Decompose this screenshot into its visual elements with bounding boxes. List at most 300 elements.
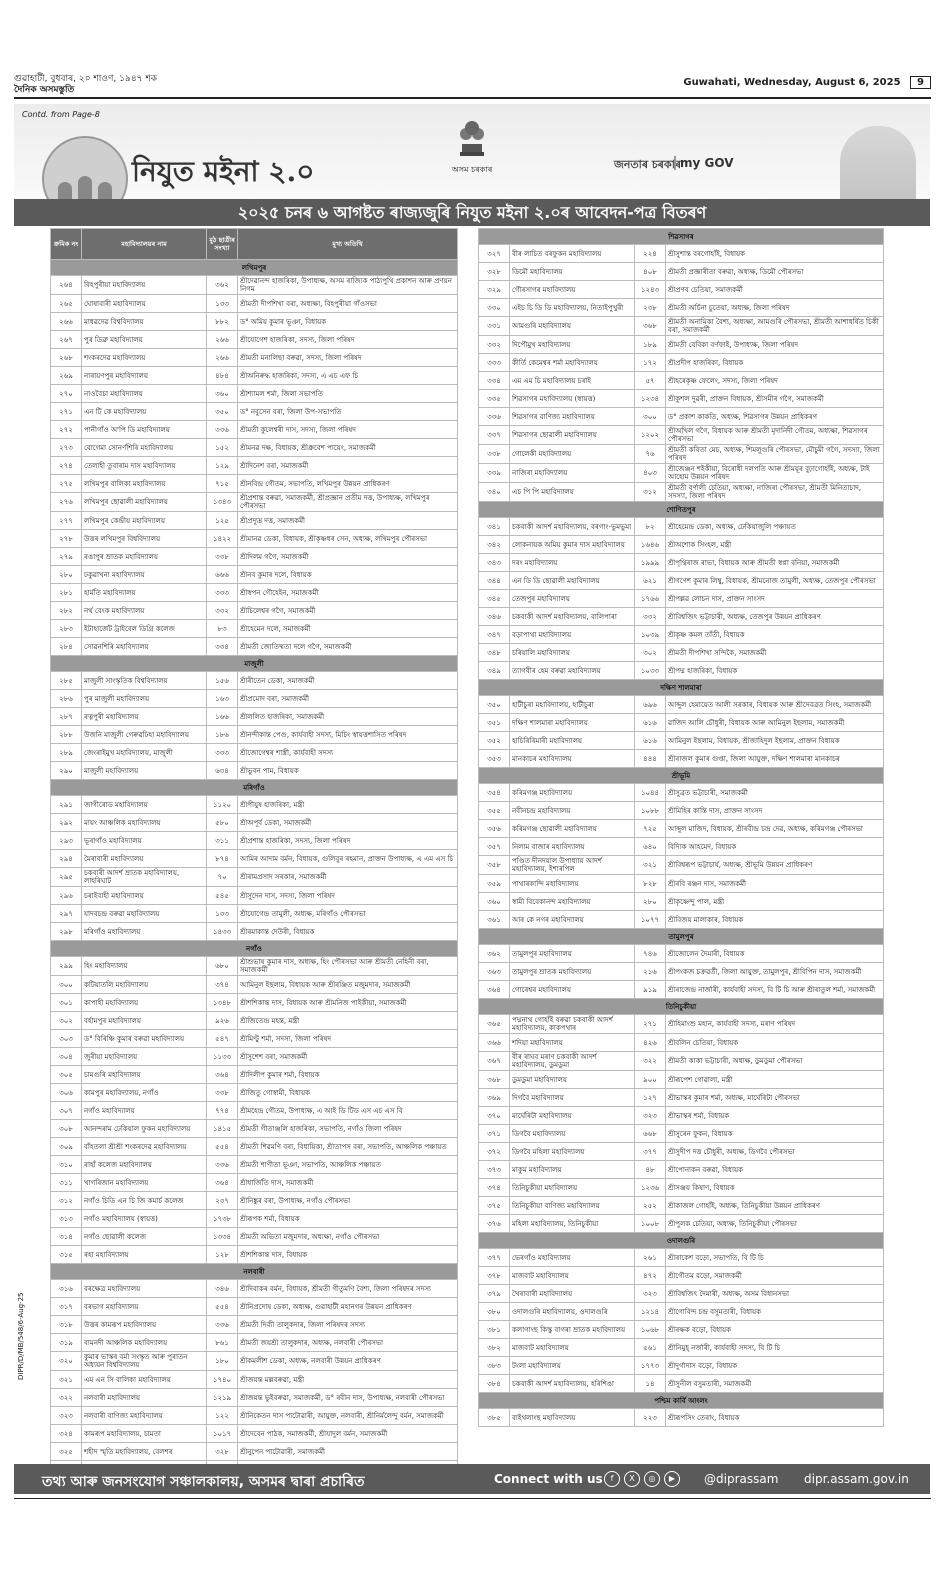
college-name: ৰহা মহাবিদ্যালয় (82, 1246, 207, 1264)
serial-no: ২৯৫ (51, 868, 82, 887)
chief-guest: শ্ৰীৰাজেন্দ্ৰ নাৰ্জাৰী, কাৰ্যবাহী সদস্য, বি টি চি আৰু শ্ৰীৰাতুল শৰ্মা, সমাজকৰ্মী (666, 981, 884, 999)
serial-no: ৩৪২ (479, 536, 510, 554)
student-count: ৩৩৬ (207, 421, 238, 439)
college-name: ৰাহাঁ কলেজ মহাবিদ্যালয় (82, 1156, 207, 1174)
table-row (51, 584, 458, 602)
student-count: ৪৮৪ (207, 367, 238, 385)
chief-guest: শ্ৰীহেমেন্দ্ৰ ডেকা, অধ্যক্ষ, ঢেকিয়াজুলি পঞ্চায়ত (666, 518, 884, 536)
social-icons (604, 1471, 684, 1487)
chief-guest: শ্ৰীমতী দীপশিখা বৰা, অধ্যক্ষা, বিহপুৰীয়া গাঁওসভা (238, 295, 458, 313)
college-name: চামগুৰি মহাবিদ্যালয় (82, 1066, 207, 1084)
college-name: বৰ্হামপুৰ মহাবিদ্যালয় (82, 1012, 207, 1030)
chief-guest: শ্ৰীদিলীপ কুমাৰ শৰ্মা, বিধায়ক (238, 1066, 458, 1084)
chief-guest: ৱাজিদ আলি চৌধুৰী, বিধায়ক আৰু আমিনুল ইছলাম, সমাজকৰ্মী (666, 714, 884, 732)
masthead-date-as: গুৱাহাটী, বুধবাৰ, ২০ শাওণ, ১৯৪৭ শক (14, 74, 157, 84)
chief-guest: শ্ৰীঅশোক সিংহল, মন্ত্ৰী (666, 536, 884, 554)
chief-guest: শ্ৰীসঞ্জয় কিষাণ, বিধায়ক (666, 1179, 884, 1197)
serial-no: ৩২১ (51, 1371, 82, 1389)
serial-no: ৩৫৪ (479, 784, 510, 802)
district-row (479, 1393, 884, 1409)
student-count: ১২৭ (635, 1089, 666, 1107)
chief-guest: শ্ৰীবিশ্বৰূপ ভট্টাচাৰ্য, অধ্যক্ষ, শ্ৰীভূমি উন্নয়ন প্ৰাধিকৰণ (666, 856, 884, 875)
student-count: ৩১১ (207, 832, 238, 850)
college-name: পানীগাঁও অ'পি ডি মহাবিদ্যালয় (82, 421, 207, 439)
serial-no: ২৭৪ (51, 457, 82, 475)
student-count: ৯১৯ (635, 981, 666, 999)
chief-guest: শ্ৰীপ্ৰশান্ত হাজৰিকা, সদস্য, জিলা পৰিষদ (238, 832, 458, 850)
serial-no: ২৮০ (51, 566, 82, 584)
table-row (51, 1228, 458, 1246)
student-count: ১০৭৭ (635, 911, 666, 929)
serial-no: ৩১৭ (51, 1298, 82, 1316)
masthead-left (14, 74, 157, 96)
table-row (479, 536, 884, 554)
serial-no: ৩৪১ (479, 518, 510, 536)
student-count: ৭২৫ (635, 820, 666, 838)
serial-no: ২৭০ (51, 385, 82, 403)
student-count: ১২২ (207, 1407, 238, 1425)
student-count: ৯০০ (635, 1071, 666, 1089)
table-row (479, 696, 884, 714)
college-name: বোগেমা সোনৰ্ণশিৰি মহাবিদ্যালয় (82, 439, 207, 457)
chief-guest: শ্ৰীহিমাংশু মহান, কাৰ্যবাহী সদস্য, মৰাণ পৰিষদ (666, 1015, 884, 1034)
chief-guest: শ্ৰীকৃষ্ণেন্দু পাল, মন্ত্ৰী (666, 893, 884, 911)
student-count: ১৭৩৮ (207, 1210, 238, 1228)
chief-guest: শ্ৰীজোগেশ্বৰ শাস্ত্ৰী, কাৰ্যবাহী সদস্য (238, 744, 458, 762)
college-name: মাৰ্ঘেৰিটা মহাবিদ্যালয় (510, 1107, 635, 1125)
student-count: ৩৩৬ (207, 1316, 238, 1334)
serial-no: ২৭৮ (51, 530, 82, 548)
serial-no: ৩৩৯ (479, 464, 510, 483)
table-row (479, 572, 884, 590)
serial-no: ৩৭০ (479, 1107, 510, 1125)
student-count: ১৪৩৩ (207, 923, 238, 941)
district-name: তামুলপুৰ (479, 929, 884, 945)
serial-no: ৩৩০ (479, 299, 510, 317)
district-row (479, 680, 884, 696)
serial-no: ৩৮৩ (479, 1357, 510, 1375)
table-row (479, 390, 884, 408)
table-row (51, 850, 458, 868)
serial-no: ২৭৩ (51, 439, 82, 457)
college-name: পুৰ ডিব্ৰু মহাবিদ্যালয় (82, 331, 207, 349)
table-row (479, 1161, 884, 1179)
college-name: হাচিৰিৰিমাৰী মহাবিদ্যালয় (510, 732, 635, 750)
student-count: ৭৬ (635, 445, 666, 464)
student-count: ৬৬৮ (635, 1125, 666, 1143)
table-row (479, 1215, 884, 1233)
serial-no: ২৮২ (51, 602, 82, 620)
serial-no: ৩৩৬ (479, 408, 510, 426)
serial-no: ২৭৬ (51, 493, 82, 512)
student-count: ৩৬৪ (207, 1066, 238, 1084)
serial-no: ২৭২ (51, 421, 82, 439)
table-row (51, 1298, 458, 1316)
chief-guest: শ্ৰীশশিকান্ত দাস, বিধায়ক (238, 1246, 458, 1264)
college-name: উত্তৰ কামৰূপ মহাবিদ্যালয় (82, 1316, 207, 1334)
district-name: মৰিগাঁও (51, 780, 458, 796)
student-count: ৮৮২ (207, 313, 238, 331)
table-row (479, 464, 884, 483)
serial-no: ২৮৫ (51, 672, 82, 690)
serial-no: ৩০১ (51, 994, 82, 1012)
chief-guest: শ্ৰীৰামপ্ৰসাদ সৰকাৰ, সমাজকৰ্মী (238, 868, 458, 887)
table-row (51, 994, 458, 1012)
serial-no: ৩৪৮ (479, 644, 510, 662)
chief-guest: শ্ৰীৰীতেন ডেকা, সমাজকৰ্মী (238, 672, 458, 690)
serial-no: ৩২৫ (51, 1443, 82, 1461)
table-row (51, 367, 458, 385)
serial-no: ৩৭৩ (479, 1161, 510, 1179)
student-count: ১৬৪৬ (635, 536, 666, 554)
student-count: ৫৪৫ (207, 887, 238, 905)
youtube-icon[interactable]: ▶ (664, 1471, 680, 1487)
college-name: দক্ষিণ শালমাৰা মহাবিদ্যালয় (510, 714, 635, 732)
table-row (479, 732, 884, 750)
serial-no: ৩০৬ (51, 1084, 82, 1102)
student-count: ৯২৬ (207, 1012, 238, 1030)
student-count: ১২৮ (207, 1246, 238, 1264)
serial-no: ৩১৯ (51, 1334, 82, 1352)
table-row (479, 263, 884, 281)
banner (14, 104, 930, 226)
chief-guest: শ্ৰীকুশল দুৱৰী, প্ৰাক্তন বিধায়ক, শ্ৰীসমীৰ গগৈ, সমাজকৰ্মী (666, 390, 884, 408)
student-count: ১৮৯ (635, 336, 666, 354)
student-count: ৩৬৪ (207, 1174, 238, 1192)
student-count: ৩৪৬ (207, 1280, 238, 1298)
serial-no: ৩৭৯ (479, 1285, 510, 1303)
student-count: ২৩৮ (635, 299, 666, 317)
college-name: মাকুম মহাবিদ্যালয় (510, 1161, 635, 1179)
student-count: ৩০২ (635, 644, 666, 662)
college-name: তামুলপুৰ মহাবিদ্যালয় (510, 945, 635, 963)
serial-no: ৩১৫ (51, 1246, 82, 1264)
instagram-icon[interactable]: ◎ (644, 1471, 660, 1487)
serial-no: ৩৪৬ (479, 608, 510, 626)
college-name: গৌৰসাগৰ মহাবিদ্যালয় (510, 281, 635, 299)
table-row (51, 762, 458, 780)
chief-guest: শ্ৰীনিমুহ্ নৰ্জাৰী, কাৰ্যবাহী সদস্য, বি টি চি (666, 1339, 884, 1357)
college-name: তিনিচুকীয়া বাণিজ্য মহাবিদ্যালয় (510, 1197, 635, 1215)
table-row (479, 1285, 884, 1303)
table-row (479, 445, 884, 464)
student-count: ১২৯ (207, 457, 238, 475)
table-row (51, 1174, 458, 1192)
student-count: ২২৪ (635, 245, 666, 263)
college-name: মানকাচৰ মহাবিদ্যালয় (510, 750, 635, 768)
student-count: ১১৩৩ (207, 1048, 238, 1066)
college-name: গোলেকী মহাবিদ্যালয় (510, 445, 635, 464)
table-row (479, 626, 884, 644)
serial-no: ৩০২ (51, 1012, 82, 1030)
chief-guest: শ্ৰীনবিন্দ্ৰ গৌতম, সভাপতি, লখিমপুৰ উন্নয়ন প্ৰাধিকৰণ (238, 475, 458, 493)
footer (14, 1464, 930, 1494)
college-name: উজনি মাজুলী গেৰুৱঢিহা মহাবিদ্যালয় (82, 726, 207, 744)
chief-guest: শ্ৰীসুনীল বসুমতাৰী, সমাজকৰ্মী (666, 1375, 884, 1393)
serial-no: ৩৭২ (479, 1143, 510, 1161)
table-row (479, 644, 884, 662)
chief-guest: শ্ৰীপুলক চেতিয়া, অধ্যক্ষ, তিনিচুকীয়া পৌৰসভা (666, 1215, 884, 1233)
masthead (14, 74, 931, 98)
table-row (479, 1015, 884, 1034)
student-count: ৩২৩ (635, 1285, 666, 1303)
student-count: ১৯৯৯ (635, 554, 666, 572)
serial-no: ২৯৮ (51, 923, 82, 941)
table-row (479, 426, 884, 445)
serial-no: ৩৭৮ (479, 1267, 510, 1285)
college-name: ৰঙাপুৰ ম্ৰাতক মহাবিদ্যালয় (82, 548, 207, 566)
table-row (479, 893, 884, 911)
table-row (51, 744, 458, 762)
chief-guest: শ্ৰীনিকেতন দাস পাটোৱাৰী, আয়ুক্ত, নলবাৰী, শ্ৰীনিৰ্মলেন্দু বৰ্মন, সমাজকৰ্মী (238, 1407, 458, 1425)
chief-guest: শ্ৰীদিলম গগৈ, সমাজকৰ্মী (238, 548, 458, 566)
table-row (51, 1120, 458, 1138)
college-name: বীৰ ৰাঘব মৰাণ চকবাকী আদৰ্শ মহাবিদ্যালয়, ডুমডুমা (510, 1052, 635, 1071)
table-row (479, 662, 884, 680)
student-count: ৩৬২ (207, 276, 238, 295)
table-row (51, 421, 458, 439)
x-icon[interactable]: X (624, 1471, 640, 1487)
colleges-table-right (478, 228, 884, 1427)
chief-guest: শ্ৰীসুদীপ দত্ত চৌধুৰী, অধ্যক্ষ, ডিগবৈ পৌৰসভা (666, 1143, 884, 1161)
serial-no: ৩৬২ (479, 945, 510, 963)
student-count: ১২৩৬ (635, 1179, 666, 1197)
college-name: মাজবাট মহাবিদ্যালয় (510, 1339, 635, 1357)
table-row (51, 1030, 458, 1048)
table-row (51, 295, 458, 313)
student-count: ১২০২ (635, 426, 666, 445)
table-row (51, 313, 458, 331)
contd-note: Contd. from Page-8 (22, 110, 100, 119)
serial-no: ৩২২ (51, 1389, 82, 1407)
table-row (51, 1066, 458, 1084)
student-count: ৪০৮ (635, 263, 666, 281)
table-row (51, 638, 458, 656)
table-row (51, 1425, 458, 1443)
chief-guest: শ্ৰীমতী শাণীতা ভূঞা, সভাপতি, আঞ্চলিক পঞ্চায়ত (238, 1156, 458, 1174)
chief-guest: শ্ৰীমতী অনামিকা বৈশ্য, অধ্যক্ষা, আমগুৰি পৌৰসভা, শ্ৰীমতী আশাধৰ্ষিত চিকী বৰা, সমাজকৰ্মী (666, 317, 884, 336)
student-count: ২৬৬ (207, 331, 238, 349)
serial-no: ২৯২ (51, 814, 82, 832)
college-name: এইচ চি ডি ডি মহাবিদ্যালয়, নিতাইপুখুৰী (510, 299, 635, 317)
college-name: নলবাৰী বাণিজ্য মহাবিদ্যালয় (82, 1407, 207, 1425)
table-row (51, 976, 458, 994)
district-name: ওদালগুৰি (479, 1233, 884, 1249)
table-row (479, 963, 884, 981)
serial-no: ৩৬০ (479, 893, 510, 911)
table-row (51, 403, 458, 421)
college-name: মাধৱদেৱ বিশ্ববিদ্যালয় (82, 313, 207, 331)
banner-title: নিযুত মইনা ২.০ (132, 155, 315, 188)
table-row (479, 1034, 884, 1052)
newspaper-name: দৈনিক অসমস্তুতি (14, 85, 75, 95)
table-row (479, 1143, 884, 1161)
chief-guest: শ্ৰীপদ্ম হাজৰিকা, বিধায়ক (666, 662, 884, 680)
student-count: ২২৩ (635, 1409, 666, 1427)
masthead-right (683, 76, 931, 89)
serial-no: ৩৩১ (479, 317, 510, 336)
table-row (51, 1156, 458, 1174)
chief-guest: শ্ৰীঅনিৰুদ্ধ হাজৰিকা, সদস্য, এ এচ এফ চি (238, 367, 458, 385)
serial-no: ৩৩৫ (479, 390, 510, 408)
chief-guest: শ্ৰীগৌতম বড়ো, সমাজকৰ্মী (666, 1267, 884, 1285)
student-count: ১৪১৫ (207, 1120, 238, 1138)
college-name: এম এন সি বালিকা মহাবিদ্যালয় (82, 1371, 207, 1389)
college-name: মাজুলী মহাবিদ্যালয় (82, 762, 207, 780)
serial-no: ৩৩৭ (479, 426, 510, 445)
college-name: নাজিৰা মহাবিদ্যালয় (510, 464, 635, 483)
serial-no: ৩৮২ (479, 1339, 510, 1357)
student-count: ২৬৬ (207, 349, 238, 367)
chief-guest: শ্ৰীপোনাকন বৰুৱা, বিধায়ক (666, 1161, 884, 1179)
student-count: ১৭২ (635, 354, 666, 372)
chief-guest: শ্ৰীকমলীশ ডেকা, অধ্যক্ষ, নলবাৰী উন্নয়ন প্ৰাধিকৰণ (238, 1352, 458, 1371)
college-name: বিহপুৰীয়া মহাবিদ্যালয় (82, 276, 207, 295)
district-name: শিৱসাগৰ (479, 229, 884, 245)
college-name: পাথাৰকান্দি মহাবিদ্যালয় (510, 875, 635, 893)
chief-guest: শ্ৰীমতী মনালিছা বৰুৱা, সদস্য, জিলা পৰিষদ (238, 349, 458, 367)
college-name: চকবাকী আদৰ্শ মহাবিদ্যালয়, বৰগাং-ভুমভুমা (510, 518, 635, 536)
table-row (479, 1179, 884, 1197)
table-row (51, 457, 458, 475)
chief-guest: শ্ৰীনন্দীকান্ত পেগু, কাৰ্যবাহী সদস্য, মিচিং স্বায়ত্তশাসিত পৰিষদ (238, 726, 458, 744)
table-row (479, 518, 884, 536)
table-row (51, 1407, 458, 1425)
chief-guest: শ্ৰীমতী কুলেশ্বৰী দাস, সদস্য, জিলা পৰিষদ (238, 421, 458, 439)
student-count: ১৩৪৮ (207, 994, 238, 1012)
student-count: ১০৮৮ (635, 802, 666, 820)
college-name: বাইথলাংছ মহাবিদ্যালয় (510, 1409, 635, 1427)
serial-no: ৩৭১ (479, 1125, 510, 1143)
serial-no: ৩২০ (51, 1352, 82, 1371)
serial-no: ২৬৪ (51, 276, 82, 295)
serial-no: ৩৬৬ (479, 1034, 510, 1052)
student-count: ১৩৩৪ (207, 1228, 238, 1246)
college-name: মৈৰাবাৰী মহাবিদ্যালয় (82, 850, 207, 868)
table-row (51, 726, 458, 744)
chief-guest: শ্ৰীপীযুষ হাজৰিকা, মন্ত্ৰী (238, 796, 458, 814)
serial-no: ২৯০ (51, 762, 82, 780)
serial-no: ৩৮১ (479, 1321, 510, 1339)
serial-no: ২৬৯ (51, 367, 82, 385)
serial-no: ২৬৮ (51, 349, 82, 367)
college-name: ৰত্নপুৰী মহাবিদ্যালয় (82, 708, 207, 726)
chief-guest: শ্ৰীযোগেশ হাজৰিকা, সদস্য, জিলা পৰিষদ (238, 331, 458, 349)
table-row (479, 408, 884, 426)
table-row (479, 875, 884, 893)
table-row (51, 620, 458, 638)
college-name: ঘোষাবাৰী মহাবিদ্যালয় (82, 295, 207, 313)
table-row (51, 708, 458, 726)
college-name: তামুলপুৰ ম্ৰাতক মহাবিদ্যালয় (510, 963, 635, 981)
chief-guest: শ্ৰীমহেন্দ্ৰ গৌতম, উপাধ্যক্ষ, এ আই ডি টিড এস এচ এস বি (238, 1102, 458, 1120)
chief-guest: শ্ৰীস্বপন গৌহেইন, সমাজকৰ্মী (238, 584, 458, 602)
college-name: লোকনায়ক অমিয় কুমাৰ দাস মহাবিদ্যালয় (510, 536, 635, 554)
serial-no: ২৭৭ (51, 512, 82, 530)
college-name: তিনিচুকীয়া মহাবিদ্যালয় (510, 1179, 635, 1197)
college-name: তেজপুৰ মহাবিদ্যালয় (510, 590, 635, 608)
student-count: ১০৬৮ (635, 1321, 666, 1339)
college-name: কামপুৰ মহাবিদ্যালয়, নগাঁও (82, 1084, 207, 1102)
student-count: ১০৪৪ (635, 784, 666, 802)
table-row (51, 548, 458, 566)
serial-no: ২৮৪ (51, 638, 82, 656)
chief-guest: ড° অমিয় কুমাৰ ভূঞা, বিধায়ক (238, 313, 458, 331)
chief-guest: শ্ৰীশ্যামল শৰ্মা, জিলা সভাপতি (238, 385, 458, 403)
table-row (51, 814, 458, 832)
table-row (51, 923, 458, 941)
table-header-row (51, 229, 458, 260)
serial-no: ৩০৮ (51, 1120, 82, 1138)
table-row (479, 838, 884, 856)
colleges-table-left (50, 228, 458, 1479)
chief-guest: শ্ৰীভুবন পাম, বিধায়ক (238, 762, 458, 780)
chief-guest: শ্ৰীমতী দীপশিখা সন্দিকৈ, সমাজকৰ্মী (666, 644, 884, 662)
student-count: ৩৬৮ (635, 317, 666, 336)
serial-no: ৩৫১ (479, 714, 510, 732)
chief-guest: আমিনুল ইছলাম, বিধায়ক আৰু শ্ৰীৰঞ্জিত মজুমদাৰ, সমাজকৰ্মী (238, 976, 458, 994)
college-name: টংলা মহাবিদ্যালয় (510, 1357, 635, 1375)
college-name: হাটীচুৰা মহাবিদ্যালয়, হাটীচুৰা (510, 696, 635, 714)
chief-guest: শ্ৰীযোগেন্দ্ৰ তামুলী, অধ্যক্ষ, মৰিগাঁও পৌৰসভা (238, 905, 458, 923)
chief-guest: শ্ৰীৰমাকান্ত দেউৰী, বিধায়ক (238, 923, 458, 941)
student-count: ৬৪০ (635, 838, 666, 856)
student-count: ৩২৩ (635, 1107, 666, 1125)
table-row (479, 354, 884, 372)
chief-guest: শ্ৰীমতী বেবিকা বৰ্ণফাই, উপাধ্যক্ষ, জিলা পৰিষদ (666, 336, 884, 354)
college-name: কীৰ্তি কেমেশ্বৰ শৰ্মা মহাবিদ্যালয় (510, 354, 635, 372)
college-name: কলাগাংছ কিস্কু বাগৰা ম্ৰাতক মহাবিদ্যালয় (510, 1321, 635, 1339)
serial-no: ৩৫৬ (479, 820, 510, 838)
table-row (479, 856, 884, 875)
chief-guest: শ্ৰীৰূপেশ গোৱালা, মন্ত্ৰী (666, 1071, 884, 1089)
chief-guest: শ্ৰীভাস্কৰ কুমাৰ শৰ্মা, অধ্যক্ষ, মাৰ্ঘেৰিটা পৌৰসভা (666, 1089, 884, 1107)
footer-connect: Connect with us (494, 1472, 603, 1486)
college-name: যাদবচন্দ্ৰ বৰুৱা মহাবিদ্যালয় (82, 905, 207, 923)
college-name: কটিয়াতলি মহাবিদ্যালয় (82, 976, 207, 994)
serial-no: ৩৪৫ (479, 590, 510, 608)
facebook-icon[interactable]: f (604, 1471, 620, 1487)
chief-guest: শ্ৰীসুদেন দাস, সদস্য, জিলা পৰিষদ (238, 887, 458, 905)
district-name: পশ্চিম কাৰ্বি আংলং (479, 1393, 884, 1409)
table-row (479, 590, 884, 608)
serial-no: ৩৫৯ (479, 875, 510, 893)
student-count: ৫৬১ (635, 1339, 666, 1357)
table-row (479, 317, 884, 336)
chief-guest: শ্ৰীবিশ্বজিৎ দৈমাৰী, অধ্যক্ষ, অসম বিধানসভা (666, 1285, 884, 1303)
serial-no: ৩৫৫ (479, 802, 510, 820)
serial-no: ৩৫৩ (479, 750, 510, 768)
college-name: বামনদী আঞ্চলিক মহাবিদ্যালয় (82, 1334, 207, 1352)
chief-guest: শ্ৰীনিপ্ৰদোষ ডেকা, অধ্যক্ষ, গুৱাহাটী মহানগৰ উন্নয়ন প্ৰাধিকৰণ (238, 1298, 458, 1316)
college-name: ভূৰাগাঁও মহাবিদ্যালয় (82, 832, 207, 850)
college-name: ডিগবৈ মহিলা মহাবিদ্যালয় (510, 1143, 635, 1161)
district-name: লখিমপুৰ (51, 260, 458, 276)
student-count: ২৬১ (635, 1249, 666, 1267)
chief-guest: শ্ৰীমতী কবিতা মেচ, অধ্যক্ষ, শিমলুগুৰি পৌৰসভা, মৌচুমী গগৈ, সদস্যা, জিলা পৰিষদ (666, 445, 884, 464)
serial-no: ৩৩২ (479, 336, 510, 354)
chief-guest: শ্ৰীদুৰ্গাদাস বড়ো, বিধায়ক (666, 1357, 884, 1375)
chief-guest: আমিৰ আদাম বৰ্মন, বিধায়ক, গুলিবুৰ ৰহমান, প্ৰাক্তন উপাধ্যক্ষ, এ এম এস চি (238, 850, 458, 868)
student-count: ৬১৬ (635, 714, 666, 732)
serial-no: ৩৩৪ (479, 372, 510, 390)
serial-no: ৩১২ (51, 1192, 82, 1210)
college-name: জেংৰাইমুখ মহাবিদ্যালয়, মাজুলী (82, 744, 207, 762)
serial-no: ৩৫৮ (479, 856, 510, 875)
chief-guest: শ্ৰীপ্ৰণব চেতিয়া, সমাজকৰ্মী (666, 281, 884, 299)
chief-guest: শ্ৰীপ্ৰমোদ বৰা, সমাজকৰ্মী (238, 690, 458, 708)
student-count: ৩৩৮ (207, 1084, 238, 1102)
